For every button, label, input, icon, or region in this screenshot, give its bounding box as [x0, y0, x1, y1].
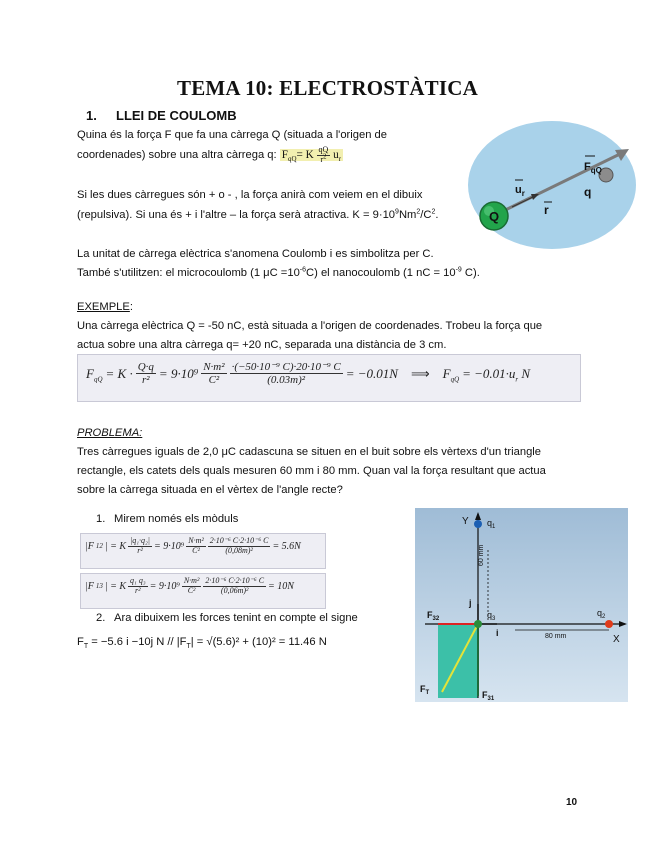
example-line-1: Una càrrega elèctrica Q = -50 nC, està situada a l'origen de coordenades. Trobeu la força que [77, 320, 543, 332]
svg-text:F31: $F_{31}$ [482, 690, 495, 702]
label-F: $F_{qQ}$ [584, 161, 602, 175]
label-Q: Q [489, 209, 500, 224]
repulsion-line-2: (repulsiva). Si una és + i l'altre – la força serà atractiva. $K = 9\cdot 10^9Nm^2/C^2$. [77, 208, 439, 221]
svg-text:i: i [496, 628, 499, 638]
intro-paragraph [77, 125, 463, 165]
repulsion-line-1: Si les dues càrregues són + o - , la força anirà com veiem en el dibuix [77, 189, 423, 201]
label-r: r [544, 203, 549, 217]
intro-line-1: Quina és la força F que fa una càrrega Q (situada a l'origen de [77, 129, 387, 141]
svg-text:F32: $F_{32}$ [427, 610, 440, 622]
charge-q2 [605, 620, 613, 628]
axis-y-label: Y [462, 516, 469, 527]
intro-line-2: coordenades) sobre una altra càrrega q: $F_{qQ}= K$ $\frac{qQ}{r^2}$ $u_r$ [77, 145, 342, 164]
axis-x-label: X [613, 634, 620, 645]
total-force-line: $F_T = -5.6$ i −10j $N // |F_T| = √(5.6)^2 + (10)^2 = 11.46$ N [77, 636, 327, 651]
unit-line-1: La unitat de càrrega elèctrica s'anomena Coulomb i es simbolitza per C. [77, 248, 434, 260]
section-number: 1. [86, 108, 97, 123]
example-line-2: actua sobre una altra càrrega q= +20 nC, separada una distància de 3 cm. [77, 339, 447, 351]
page-title: TEMA 10: ELECTROSTÀTICA [177, 76, 478, 100]
repulsion-paragraph [77, 185, 463, 225]
svg-text:j: j [469, 598, 472, 608]
force-12-equation: |F 12 | = K $\frac{\text{|q₁·q₂|}}{\text{r²}}$ = 9·10⁹ $\frac{\text{N·m²}}{\text{C²}}$ $\frac{\text{2·10⁻⁶ C·2·10⁻⁶ C}}{\text{(0,08m)²}}$ = 5.6N [80, 533, 326, 569]
charge-q1 [474, 520, 482, 528]
intro-formula: $F_{qQ}= K$ $\frac{qQ}{r^2}$ $u_r$ [281, 145, 342, 164]
problem-line-1: Tres càrregues iguals de 2,0 μC cadascuna se situen en el buit sobre els vèrtexs d'un triangle [77, 446, 542, 458]
unit-paragraph [77, 245, 579, 283]
section-heading [86, 108, 237, 123]
problem-line-2: rectangle, els catets dels quals mesuren 60 mm i 80 mm. Quan val la força resultant que actua [77, 465, 546, 477]
svg-text:60 mm: 60 mm [478, 544, 485, 566]
svg-text:q2: $q_2$ [597, 608, 606, 620]
charge-q3 [474, 620, 482, 628]
step-1: 1. Mirem només els mòduls [96, 513, 239, 525]
svg-text:80 mm: 80 mm [545, 633, 567, 640]
force-13-equation: |F 13 | = K $\frac{\text{q₁ q₃}}{\text{r²}}$ = 9·10⁹ $\frac{\text{N·m²}}{\text{C²}}$ $\frac{\text{2·10⁻⁶ C·2·10⁻⁶ C}}{\text{(0,06m)²}}$ = 10N [80, 573, 326, 609]
step-2: 2. Ara dibuixem les forces tenint en compte el signe [96, 612, 358, 624]
example-block [77, 298, 579, 355]
label-ur: $u_r$ [515, 184, 525, 198]
triangle-forces-diagram [415, 508, 628, 702]
example-equation: $F_{qQ}$ = K · $\frac{Q\cdot q}{\text{r²}}$ = 9·10⁹ $\frac{\text{N·m²}}{\text{C²}}$ $\frac{\text{·(−50·10⁻⁹ C)·20·10⁻⁹ C}}{\text{(0.03m)²}}$ = −0.01N ⟹ $F_{qQ}$ = $-0.01\cdot u_r$ N [77, 354, 581, 402]
svg-text:FT: $F_T$ [420, 684, 430, 696]
svg-text:q3: $q_3$ [487, 610, 496, 622]
coulomb-diagram [467, 120, 637, 250]
section-title: LLEI DE COULOMB [116, 108, 237, 123]
problem-line-3: sobre la càrrega situada en el vèrtex de l'angle recte? [77, 484, 343, 496]
label-q: q [584, 185, 592, 199]
svg-text:q1: $q_1$ [487, 518, 496, 530]
problem-label: PROBLEMA: [77, 427, 143, 439]
example-label: EXEMPLE: [77, 301, 133, 313]
problem-block [77, 424, 579, 500]
page-number: 10 [566, 797, 578, 808]
unit-line-2: També s'utilitzen: el microcoulomb (1 $\mu C =10^{-6}C$) el nanocoulomb (1 nC = $10^{-9}$ C). [77, 266, 480, 279]
